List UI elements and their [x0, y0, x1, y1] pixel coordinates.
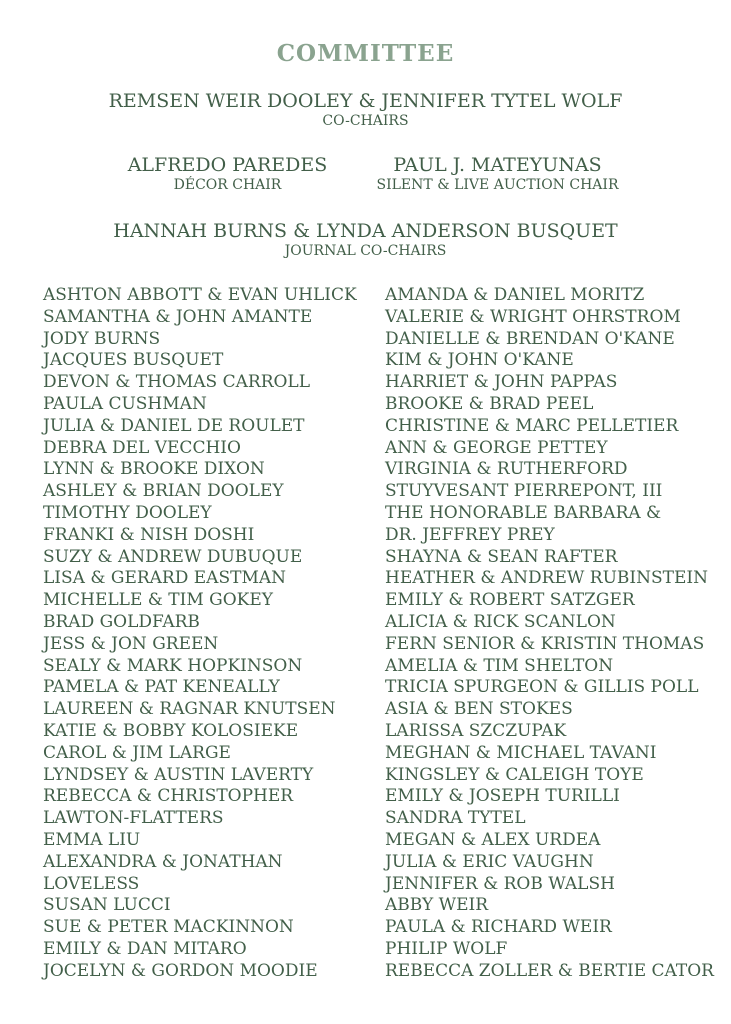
committee-member: STUYVESANT PIERREPONT, III [385, 481, 663, 502]
committee-member: KINGSLEY & CALEIGH TOYE [385, 764, 644, 785]
committee-member: SUE & PETER MACKINNON [43, 917, 294, 938]
committee-member: AMANDA & DANIEL MORITZ [385, 285, 645, 305]
committee-member: DEBRA DEL VECCHIO [43, 437, 241, 458]
members-list-left [43, 285, 357, 983]
committee-member: EMILY & JOSEPH TURILLI [385, 786, 620, 807]
journal-co-chairs-block [0, 220, 731, 260]
committee-member: EMILY & DAN MITARO [43, 938, 247, 959]
committee-member: PHILIP WOLF [385, 938, 508, 959]
committee-member: VIRGINIA & RUTHERFORD [385, 459, 628, 480]
committee-member: JACQUES BUSQUET [43, 350, 224, 371]
committee-member: PAULA & RICHARD WEIR [385, 917, 612, 938]
committee-member: AMELIA & TIM SHELTON [385, 655, 614, 676]
committee-member: SEALY & MARK HOPKINSON [43, 655, 303, 676]
committee-member: MEGAN & ALEX URDEA [385, 829, 601, 850]
page-title: COMMITTEE [276, 40, 455, 67]
decor-chair-role: DÉCOR CHAIR [173, 177, 282, 193]
committee-member: LISA & GERARD EASTMAN [43, 568, 286, 589]
committee-member: FRANKI & NISH DOSHI [43, 524, 255, 545]
decor-chair-name: ALFREDO PAREDES [127, 154, 328, 176]
committee-member: BROOKE & BRAD PEEL [385, 393, 594, 414]
committee-member: MICHELLE & TIM GOKEY [43, 590, 274, 611]
committee-member: PAULA CUSHMAN [43, 393, 207, 414]
committee-member: HARRIET & JOHN PAPPAS [385, 372, 618, 393]
committee-member: VALERIE & WRIGHT OHRSTROM [385, 306, 681, 327]
committee-member: BRAD GOLDFARB [43, 611, 200, 632]
members-list-right [385, 285, 714, 983]
committee-member: JULIA & DANIEL DE ROULET [43, 415, 305, 436]
committee-member: EMMA LIU [43, 829, 141, 850]
committee-member: REBECCA ZOLLER & BERTIE CATOR [385, 960, 714, 981]
committee-member: JENNIFER & ROB WALSH [385, 873, 615, 894]
committee-member: SUZY & ANDREW DUBUQUE [43, 546, 303, 567]
committee-member: LYNDSEY & AUSTIN LAVERTY [43, 764, 314, 785]
decor-chair-block [125, 154, 330, 194]
committee-member: DR. JEFFREY PREY [385, 524, 555, 545]
committee-member: SANDRA TYTEL [385, 808, 526, 829]
committee-member: CHRISTINE & MARC PELLETIER [385, 415, 679, 436]
committee-member: KIM & JOHN O'KANE [385, 350, 574, 371]
committee-member: JODY BURNS [43, 328, 161, 349]
committee-member: PAMELA & PAT KENEALLY [43, 677, 280, 698]
committee-member: SUSAN LUCCI [43, 895, 171, 916]
committee-member: CAROL & JIM LARGE [43, 742, 231, 763]
committee-member: EMILY & ROBERT SATZGER [385, 590, 635, 611]
committee-member: FERN SENIOR & KRISTIN THOMAS [385, 633, 705, 654]
committee-member: JOCELYN & GORDON MOODIE [43, 960, 318, 981]
committee-member: ASIA & BEN STOKES [385, 699, 573, 720]
committee-member: THE HONORABLE BARBARA & [385, 502, 662, 523]
committee-member: ANN & GEORGE PETTEY [385, 437, 608, 458]
committee-member: TRICIA SPURGEON & GILLIS POLL [385, 677, 699, 698]
auction-chair-name: PAUL J. MATEYUNAS [393, 154, 602, 176]
committee-member: LARISSA SZCZUPAK [385, 720, 567, 741]
co-chairs-names: REMSEN WEIR DOOLEY & JENNIFER TYTEL WOLF [108, 90, 623, 112]
journal-co-chairs-names: HANNAH BURNS & LYNDA ANDERSON BUSQUET [113, 220, 618, 242]
committee-member: ASHTON ABBOTT & EVAN UHLICK [43, 285, 357, 305]
committee-member: LYNN & BROOKE DIXON [43, 459, 265, 480]
committee-member: HEATHER & ANDREW RUBINSTEIN [385, 568, 708, 589]
committee-member: JESS & JON GREEN [43, 633, 219, 654]
committee-member: ALEXANDRA & JONATHAN [43, 851, 283, 872]
co-chairs-role: CO-CHAIRS [322, 113, 409, 129]
committee-member: ALICIA & RICK SCANLON [385, 611, 616, 632]
committee-member: LAUREEN & RAGNAR KNUTSEN [43, 699, 336, 720]
committee-member: TIMOTHY DOOLEY [43, 502, 212, 523]
committee-member: SHAYNA & SEAN RAFTER [385, 546, 618, 567]
committee-member: SAMANTHA & JOHN AMANTE [43, 306, 313, 327]
journal-co-chairs-role: JOURNAL CO-CHAIRS [284, 243, 447, 259]
committee-member: ABBY WEIR [385, 895, 488, 916]
committee-member: DANIELLE & BRENDAN O'KANE [385, 328, 675, 349]
co-chairs-block [0, 90, 731, 130]
committee-member: DEVON & THOMAS CARROLL [43, 372, 311, 393]
committee-member: LOVELESS [43, 873, 140, 894]
committee-member: LAWTON-FLATTERS [43, 808, 224, 829]
auction-chair-block [360, 154, 635, 194]
committee-member: REBECCA & CHRISTOPHER [43, 786, 294, 807]
committee-member: ASHLEY & BRIAN DOOLEY [43, 481, 284, 502]
committee-member: JULIA & ERIC VAUGHN [385, 851, 594, 872]
committee-member: MEGHAN & MICHAEL TAVANI [385, 742, 657, 763]
committee-member: KATIE & BOBBY KOLOSIEKE [43, 720, 299, 741]
auction-chair-role: SILENT & LIVE AUCTION CHAIR [376, 177, 619, 193]
